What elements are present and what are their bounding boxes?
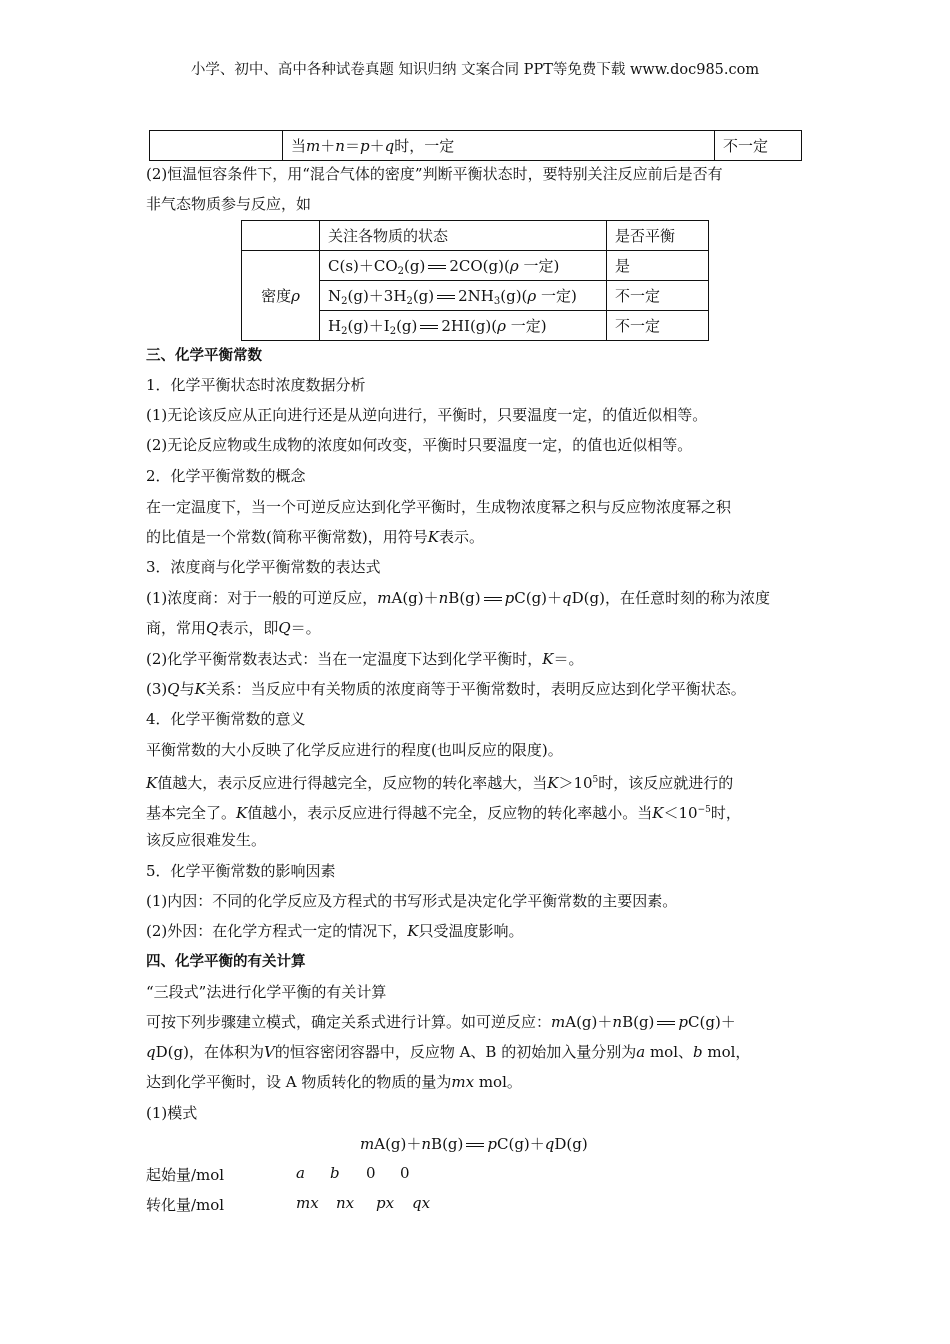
- paragraph: 平衡常数的大小反映了化学反应进行的程度(也叫反应的限度)。: [146, 741, 563, 759]
- table-cell: 不一定: [715, 131, 802, 161]
- subheading: 1．化学平衡状态时浓度数据分析: [146, 376, 366, 394]
- model-row-label: 转化量/mol: [146, 1196, 225, 1214]
- subheading: 3．浓度商与化学平衡常数的表达式: [146, 558, 381, 576]
- model-value: 0: [400, 1164, 410, 1182]
- paragraph: 商，常用Q表示，即Q＝。: [146, 619, 321, 637]
- paragraph: (2)外因：在化学方程式一定的情况下，K只受温度影响。: [146, 922, 524, 940]
- table-row: [242, 251, 709, 281]
- table-header: 是否平衡: [607, 221, 709, 251]
- paragraph: 在一定温度下，当一个可逆反应达到化学平衡时，生成物浓度幂之积与反应物浓度幂之积: [146, 498, 732, 516]
- page-header: 小学、初中、高中各种试卷真题 知识归纳 文案合同 PPT等免费下载 www.doc985.com: [190, 62, 760, 78]
- paragraph: (2)恒温恒容条件下，用“混合气体的密度”判断平衡状态时，要特别关注反应前后是否有: [146, 165, 723, 183]
- table-cell: $C(s)+CO_2(g)$ 2CO(g)(ρ 一定): [320, 251, 607, 281]
- paragraph: (1)内因：不同的化学反应及方程式的书写形式是决定化学平衡常数的主要因素。: [146, 892, 678, 910]
- paragraph: (1)浓度商：对于一般的可逆反应，mA(g)＋nB(g) pC(g)＋qD(g)，在任意时刻的称为浓度: [146, 589, 771, 607]
- paragraph: 该反应很难发生。: [146, 831, 267, 849]
- paragraph: (3)Q与K关系：当反应中有关物质的浓度商等于平衡常数时，表明反应达到化学平衡状态。: [146, 680, 746, 698]
- paragraph: 达到化学平衡时，设 A 物质转化的物质的量为mx mol。: [146, 1073, 522, 1091]
- table-row: [150, 131, 802, 161]
- table-cell: $H_2(g)+I_2(g)$ 2HI(g)(ρ 一定): [320, 311, 607, 341]
- table-continued: [149, 130, 802, 161]
- model-value: b: [330, 1164, 340, 1182]
- table-cell: 不一定: [607, 281, 709, 311]
- subheading: 2．化学平衡常数的概念: [146, 467, 306, 485]
- paragraph: (2)化学平衡常数表达式：当在一定温度下达到化学平衡时，K＝。: [146, 650, 584, 668]
- paragraph: 的比值是一个常数(简称平衡常数)，用符号K表示。: [146, 528, 484, 546]
- paragraph: K值越大，表示反应进行得越完全，反应物的转化率越大，当$K>10^5$时，该反应就进行的: [146, 774, 734, 792]
- table-row: [242, 221, 709, 251]
- model-row-label: 起始量/mol: [146, 1166, 225, 1184]
- density-table: [241, 220, 709, 341]
- model-value: nx: [336, 1194, 355, 1212]
- model-value: mx: [296, 1194, 319, 1212]
- paragraph: 非气态物质参与反应，如: [146, 195, 312, 213]
- subheading: (1)模式: [146, 1104, 198, 1122]
- paragraph: qD(g)，在体积为V的恒容密闭容器中，反应物 A、B 的初始加入量分别为a mol、b mol，: [146, 1043, 751, 1061]
- model-value: qx: [412, 1194, 431, 1212]
- table-cell: $N_2(g)+3H_2(g)$ $2NH_3(g)(\rho$ 一定): [320, 281, 607, 311]
- table-cell: 不一定: [607, 311, 709, 341]
- paragraph: (1)无论该反应从正向进行还是从逆向进行，平衡时，只要温度一定，的值近似相等。: [146, 406, 708, 424]
- table-cell: 是: [607, 251, 709, 281]
- paragraph: 基本完全了。K值越小，表示反应进行得越不完全，反应物的转化率越小。当$K<10^{-5}$时，: [146, 804, 741, 822]
- model-value: px: [376, 1194, 395, 1212]
- model-value: 0: [366, 1164, 376, 1182]
- section-heading: 四、化学平衡的有关计算: [146, 954, 306, 970]
- table-header: 关注各物质的状态: [320, 221, 607, 251]
- model-equation: mA(g)＋nB(g) pC(g)＋qD(g): [360, 1135, 588, 1153]
- subheading: “三段式”法进行化学平衡的有关计算: [146, 983, 387, 1001]
- subheading: 5．化学平衡常数的影响因素: [146, 862, 336, 880]
- paragraph: 可按下列步骤建立模式，确定关系式进行计算。如可逆反应：mA(g)＋nB(g) pC(g)＋: [146, 1013, 736, 1031]
- row-label: 密度ρ: [242, 251, 320, 341]
- subheading: 4．化学平衡常数的意义: [146, 710, 306, 728]
- model-value: a: [296, 1164, 305, 1182]
- paragraph: (2)无论反应物或生成物的浓度如何改变，平衡时只要温度一定，的值也近似相等。: [146, 436, 693, 454]
- table-cell: 当m＋n＝p＋q时，一定: [283, 131, 715, 161]
- section-heading: 三、化学平衡常数: [146, 348, 262, 364]
